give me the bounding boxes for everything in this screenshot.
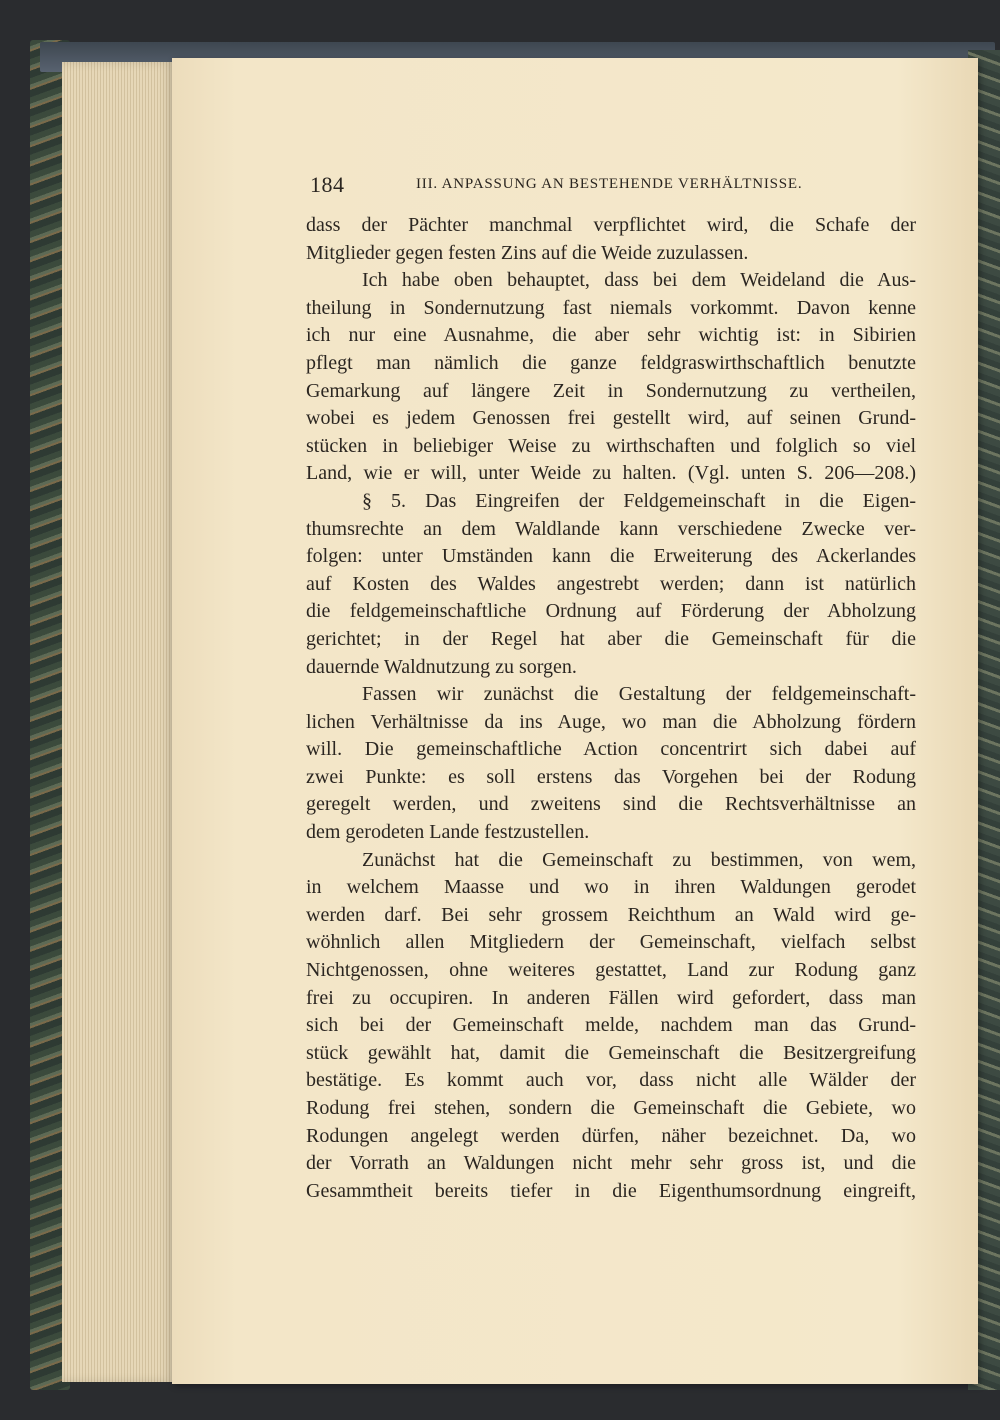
text-line: der Vorrath an Waldungen nicht mehr sehr gross ist, und die (306, 1152, 916, 1175)
text-line: Land, wie er will, unter Weide zu halten. (Vgl. unten S. 206—208.) (306, 462, 916, 485)
page-number: 184 (310, 172, 345, 197)
text-line: Fassen wir zunächst die Gestaltung der feldgemeinschaft- (362, 683, 916, 706)
text-line: werden darf. Bei sehr grossem Reichthum an Wald wird ge- (306, 903, 916, 926)
text-line: Zunächst hat die Gemeinschaft zu bestimmen, von wem, (362, 848, 916, 871)
text-line: Nichtgenossen, ohne weiteres gestattet, Land zur Rodung ganz (306, 959, 916, 982)
text-line: pflegt man nämlich die ganze feldgraswirthschaftlich benutzte (306, 351, 916, 374)
text-line: Rodung frei stehen, sondern die Gemeinschaft die Gebiete, wo (306, 1097, 916, 1119)
text-line: auf Kosten des Waldes angestrebt werden; dann ist natürlich (306, 572, 916, 595)
body-text (306, 212, 916, 1205)
text-line: wobei es jedem Genossen frei gestellt wird, auf seinen Grund- (306, 407, 916, 430)
text-line: sich bei der Gemeinschaft melde, nachdem man das Grund- (306, 1014, 916, 1037)
text-line: stück gewählt hat, damit die Gemeinschaft die Besitzergreifung (306, 1041, 916, 1064)
text-line: Gesammtheit bereits tiefer in die Eigenthumsordnung eingreift, (306, 1179, 916, 1202)
text-line: geregelt werden, und zweitens sind die Rechtsverhältnisse an (306, 793, 916, 816)
text-line: gerichtet; in der Regel hat aber die Gemeinschaft für die (306, 627, 916, 650)
text-line: Gemarkung auf längere Zeit in Sondernutzung zu vertheilen, (306, 379, 916, 402)
text-line: zwei Punkte: es soll erstens das Vorgehen bei der Rodung (306, 765, 916, 788)
text-line: § 5. Das Eingreifen der Feldgemeinschaft in die Eigen- (362, 489, 916, 512)
text-line: in welchem Maasse und wo in ihren Waldungen gerodet (306, 876, 916, 899)
text-line: Rodungen angelegt werden dürfen, näher bezeichnet. Da, wo (306, 1124, 916, 1147)
page-stack-edges (62, 62, 174, 1382)
text-line: dass der Pächter manchmal verpflichtet wird, die Schafe der (306, 214, 916, 236)
text-line: frei zu occupiren. In anderen Fällen wird gefordert, dass man (306, 986, 916, 1009)
text-line: bestätige. Es kommt auch vor, dass nicht alle Wälder der (306, 1069, 916, 1092)
text-line: thumsrechte an dem Waldlande kann verschiedene Zwecke ver- (306, 517, 916, 540)
text-line: stücken in beliebiger Weise zu wirthschaften und folglich so viel (306, 434, 916, 457)
page-header (310, 172, 810, 200)
text-line: Mitglieder gegen festen Zins auf die Weide zuzulassen. (306, 241, 749, 264)
text-line: ich nur eine Ausnahme, die aber sehr wichtig ist: in Sibirien (306, 324, 916, 347)
text-line: folgen: unter Umständen kann die Erweiterung des Ackerlandes (306, 545, 916, 568)
running-head: III. ANPASSUNG AN BESTEHENDE VERHÄLTNISSE. (416, 176, 803, 192)
text-line: theilung in Sondernutzung fast niemals vorkommt. Davon kenne (306, 296, 916, 319)
text-line: dem gerodeten Lande festzustellen. (306, 821, 590, 844)
text-line: Ich habe oben behauptet, dass bei dem Weideland die Aus- (362, 269, 916, 292)
text-line: will. Die gemeinschaftliche Action concentrirt sich dabei auf (306, 738, 916, 761)
text-line: wöhnlich allen Mitgliedern der Gemeinschaft, vielfach selbst (306, 931, 916, 954)
text-line: die feldgemeinschaftliche Ordnung auf Förderung der Abholzung (306, 600, 916, 623)
text-line: dauernde Waldnutzung zu sorgen. (306, 655, 577, 678)
text-line: lichen Verhältnisse da ins Auge, wo man die Abholzung fördern (306, 710, 916, 733)
